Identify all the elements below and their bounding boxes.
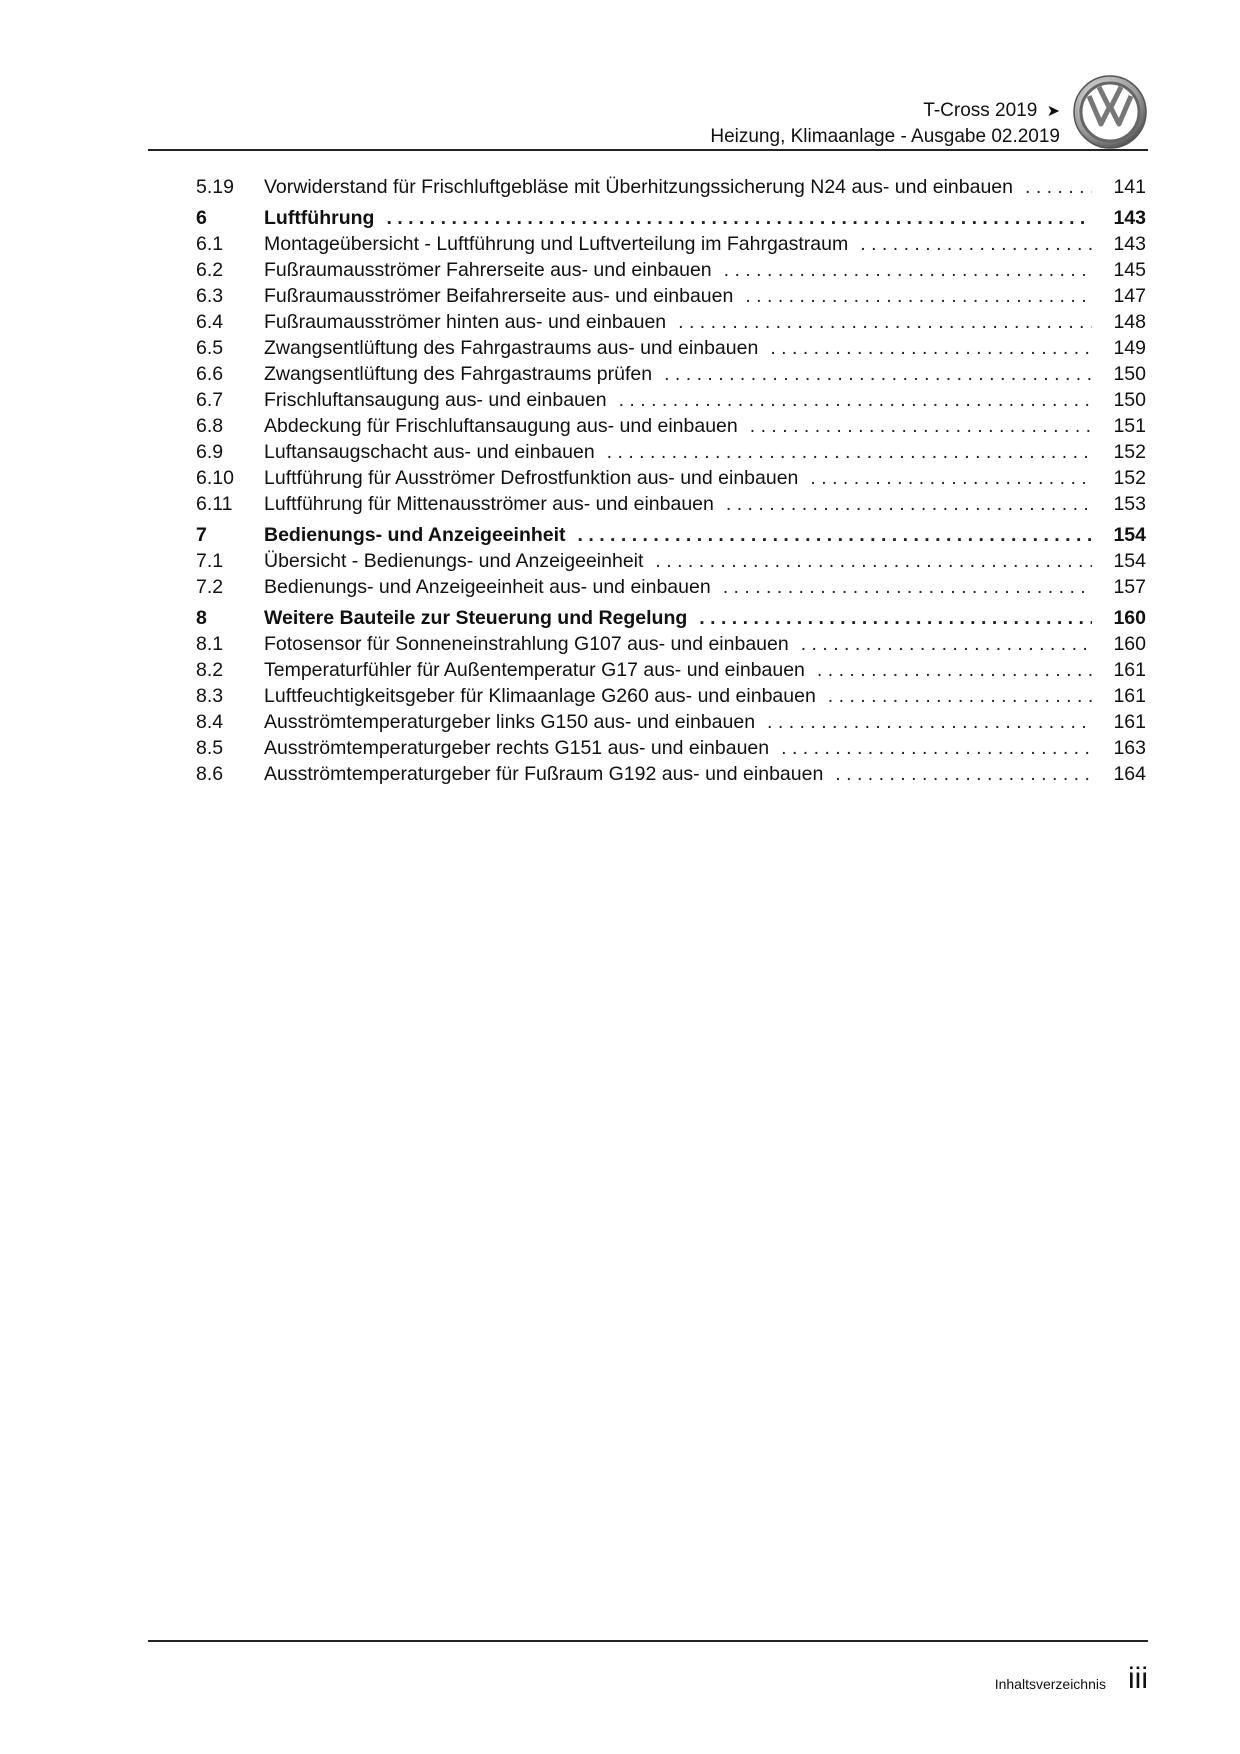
toc-entry-page: 163	[1113, 737, 1146, 759]
dot-leader	[578, 522, 1092, 548]
toc-entry-number: 8.5	[196, 737, 224, 759]
toc-entry-page: 145	[1113, 259, 1146, 281]
dot-leader	[607, 439, 1092, 465]
toc-entry-number: 8.4	[196, 711, 224, 733]
header-divider	[148, 149, 1148, 151]
page-number: iii	[1128, 1662, 1148, 1695]
toc-entry-number: 8.3	[196, 685, 224, 707]
toc-entry-page: 141	[1113, 176, 1146, 198]
document-title: T-Cross 2019 ➤	[923, 100, 1060, 121]
toc-entry[interactable]	[196, 709, 1146, 735]
toc-entry-page: 152	[1113, 467, 1146, 489]
toc-entry-number: 6.5	[196, 337, 224, 359]
toc-entry-title: Temperaturfühler für Außentemperatur G17 aus- und einbauen	[264, 659, 805, 681]
dot-leader	[619, 387, 1092, 413]
toc-entry-number: 6.3	[196, 285, 224, 307]
toc-entry-page: 161	[1113, 711, 1146, 733]
toc-entry-number: 8.6	[196, 763, 224, 785]
toc-entry[interactable]	[196, 231, 1146, 257]
vw-logo-icon	[1072, 74, 1148, 150]
toc-entry[interactable]	[196, 548, 1146, 574]
page-footer	[148, 1640, 1148, 1740]
toc-entry-page: 150	[1113, 363, 1146, 385]
toc-chapter-entry[interactable]	[196, 605, 1146, 631]
toc-entry-title: Zwangsentlüftung des Fahrgastraums aus- und einbauen	[264, 337, 759, 359]
dot-leader	[655, 548, 1092, 574]
toc-entry[interactable]	[196, 761, 1146, 787]
toc-entry-page: 147	[1113, 285, 1146, 307]
arrow-icon: ➤	[1046, 103, 1060, 120]
toc-entry-page: 153	[1113, 493, 1146, 515]
toc-entry[interactable]	[196, 735, 1146, 761]
toc-entry-page: 151	[1113, 415, 1146, 437]
toc-entry-number: 5.19	[196, 176, 234, 198]
toc-entry-title: Frischluftansaugung aus- und einbauen	[264, 389, 607, 411]
toc-entry-title: Bedienungs- und Anzeigeeinheit	[264, 524, 566, 546]
toc-entry[interactable]	[196, 283, 1146, 309]
dot-leader	[860, 231, 1092, 257]
toc-entry[interactable]	[196, 257, 1146, 283]
dot-leader	[1025, 174, 1092, 200]
toc-entry[interactable]	[196, 574, 1146, 600]
toc-entry-number: 8.2	[196, 659, 224, 681]
toc-entry-page: 143	[1113, 233, 1146, 255]
toc-entry-page: 154	[1113, 524, 1146, 546]
dot-leader	[817, 657, 1092, 683]
toc-entry-title: Abdeckung für Frischluftansaugung aus- und einbauen	[264, 415, 738, 437]
toc-entry[interactable]	[196, 335, 1146, 361]
toc-entry-page: 164	[1113, 763, 1146, 785]
toc-entry-title: Luftführung	[264, 207, 375, 229]
toc-entry-title: Fußraumausströmer Fahrerseite aus- und einbauen	[264, 259, 712, 281]
dot-leader	[781, 735, 1092, 761]
dot-leader	[770, 335, 1092, 361]
toc-entry-page: 149	[1113, 337, 1146, 359]
toc-entry-page: 150	[1113, 389, 1146, 411]
dot-leader	[745, 283, 1092, 309]
toc-entry-page: 160	[1113, 633, 1146, 655]
toc-entry[interactable]	[196, 465, 1146, 491]
toc-entry-title: Ausströmtemperaturgeber links G150 aus- und einbauen	[264, 711, 756, 733]
toc-entry-number: 6.7	[196, 389, 224, 411]
toc-entry-title: Vorwiderstand für Frischluftgebläse mit Überhitzungssicherung N24 aus- und einbauen	[264, 176, 1013, 198]
dot-leader	[750, 413, 1092, 439]
toc-entry-number: 6.11	[196, 493, 233, 515]
toc-entry-title: Ausströmtemperaturgeber für Fußraum G192 aus- und einbauen	[264, 763, 824, 785]
toc-entry-page: 154	[1113, 550, 1146, 572]
dot-leader	[386, 205, 1092, 231]
toc-chapter-entry[interactable]	[196, 522, 1146, 548]
toc-chapter-entry[interactable]	[196, 205, 1146, 231]
toc-entry-title: Zwangsentlüftung des Fahrgastraums prüfen	[264, 363, 653, 385]
toc-entry-number: 6.9	[196, 441, 224, 463]
toc-entry[interactable]	[196, 439, 1146, 465]
toc-entry-title: Luftführung für Mittenausströmer aus- und einbauen	[264, 493, 714, 515]
toc-entry[interactable]	[196, 174, 1146, 200]
toc-entry-title: Weitere Bauteile zur Steuerung und Regelung	[264, 607, 688, 629]
footer-section-label: Inhaltsverzeichnis	[994, 1676, 1106, 1692]
toc-entry-page: 152	[1113, 441, 1146, 463]
toc-entry-page: 161	[1113, 659, 1146, 681]
toc-entry-number: 6.4	[196, 311, 224, 333]
toc-entry[interactable]	[196, 309, 1146, 335]
toc-entry[interactable]	[196, 631, 1146, 657]
toc-entry-page: 161	[1113, 685, 1146, 707]
toc-entry-title: Fußraumausströmer Beifahrerseite aus- und einbauen	[264, 285, 734, 307]
dot-leader	[767, 709, 1092, 735]
toc-entry-title: Übersicht - Bedienungs- und Anzeigeeinheit	[264, 550, 644, 572]
toc-entry-page: 157	[1113, 576, 1146, 598]
toc-entry-number: 6.10	[196, 467, 234, 489]
footer-divider	[148, 1640, 1148, 1642]
dot-leader	[664, 361, 1092, 387]
toc-entry-number: 7	[196, 524, 207, 546]
toc-entry-page: 148	[1113, 311, 1146, 333]
page-header	[148, 0, 1148, 152]
toc-entry-title: Luftansaugschacht aus- und einbauen	[264, 441, 595, 463]
dot-leader	[810, 465, 1092, 491]
toc-entry-title: Bedienungs- und Anzeigeeinheit aus- und einbauen	[264, 576, 711, 598]
toc-entry-title: Montageübersicht - Luftführung und Luftverteilung im Fahrgastraum	[264, 233, 849, 255]
table-of-contents	[196, 174, 1146, 787]
toc-entry-number: 8	[196, 607, 207, 629]
toc-entry[interactable]	[196, 413, 1146, 439]
toc-entry-number: 6.6	[196, 363, 224, 385]
toc-entry[interactable]	[196, 361, 1146, 387]
dot-leader	[835, 761, 1092, 787]
dot-leader	[678, 309, 1092, 335]
toc-entry-number: 8.1	[196, 633, 224, 655]
toc-entry[interactable]	[196, 491, 1146, 517]
toc-entry[interactable]	[196, 657, 1146, 683]
dot-leader	[801, 631, 1092, 657]
toc-entry[interactable]	[196, 683, 1146, 709]
toc-entry-page: 160	[1113, 607, 1146, 629]
toc-entry-title: Fotosensor für Sonneneinstrahlung G107 aus- und einbauen	[264, 633, 789, 655]
document-subtitle: Heizung, Klimaanlage - Ausgabe 02.2019	[710, 126, 1060, 147]
toc-entry-number: 6.2	[196, 259, 224, 281]
dot-leader	[724, 257, 1092, 283]
toc-entry-number: 7.2	[196, 576, 224, 598]
toc-entry[interactable]	[196, 387, 1146, 413]
toc-entry-number: 6.8	[196, 415, 224, 437]
toc-entry-number: 7.1	[196, 550, 224, 572]
dot-leader	[699, 605, 1092, 631]
toc-entry-title: Ausströmtemperaturgeber rechts G151 aus- und einbauen	[264, 737, 770, 759]
dot-leader	[723, 574, 1092, 600]
toc-entry-title: Fußraumausströmer hinten aus- und einbauen	[264, 311, 667, 333]
toc-entry-number: 6.1	[196, 233, 224, 255]
toc-entry-title: Luftfeuchtigkeitsgeber für Klimaanlage G260 aus- und einbauen	[264, 685, 816, 707]
toc-entry-number: 6	[196, 207, 207, 229]
toc-entry-title: Luftführung für Ausströmer Defrostfunktion aus- und einbauen	[264, 467, 799, 489]
toc-entry-page: 143	[1113, 207, 1146, 229]
dot-leader	[726, 491, 1092, 517]
dot-leader	[828, 683, 1092, 709]
